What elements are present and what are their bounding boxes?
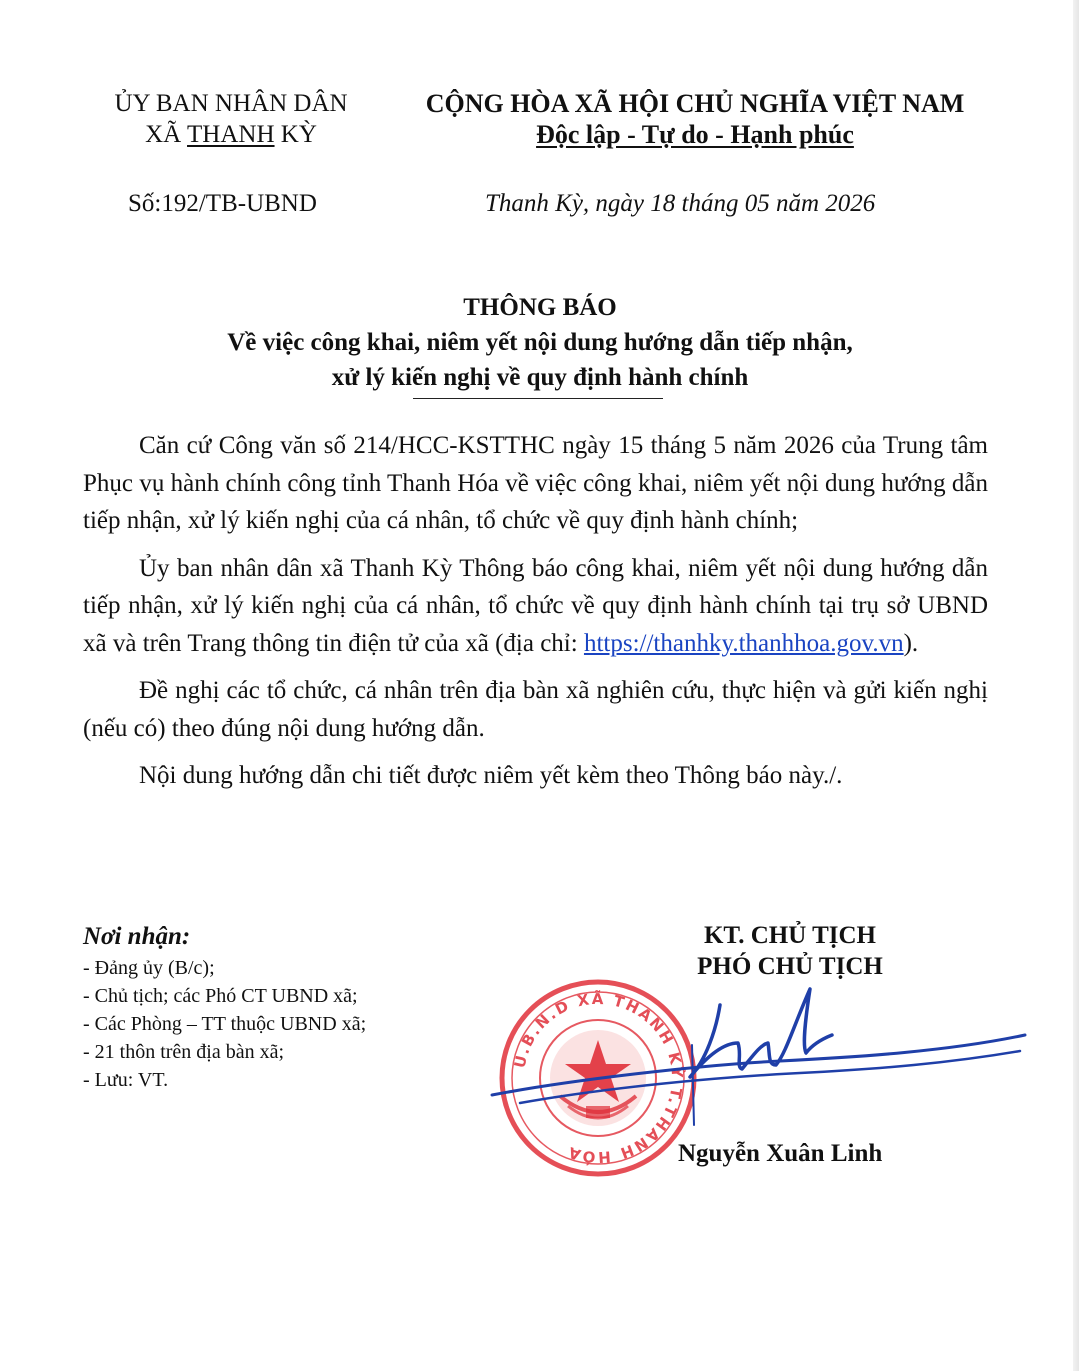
recipients-title: Nơi nhận: xyxy=(83,923,191,950)
issuing-authority xyxy=(86,88,376,150)
document-number: Số:192/TB-UBND xyxy=(128,190,317,217)
recipient-item: - Đảng ủy (B/c); xyxy=(83,957,215,979)
national-motto: Độc lập - Tự do - Hạnh phúc xyxy=(536,120,854,149)
document-body xyxy=(83,427,988,805)
national-heading xyxy=(400,88,990,150)
recipients-block xyxy=(83,920,503,1094)
authority-underlined-word: THANH xyxy=(187,121,275,148)
signature-titles xyxy=(650,920,930,982)
signer-role-line-1: KT. CHỦ TỊCH xyxy=(703,922,877,949)
recipient-item: - 21 thôn trên địa bàn xã; xyxy=(83,1041,285,1063)
recipient-item: - Chủ tịch; các Phó CT UBND xã; xyxy=(83,985,358,1007)
recipient-item: - Lưu: VT. xyxy=(83,1069,169,1091)
authority-line-1: ỦY BAN NHÂN DÂN xyxy=(114,90,348,117)
website-link[interactable]: https://thanhky.thanhhoa.gov.vn xyxy=(583,629,904,657)
document-title: THÔNG BÁO xyxy=(463,294,617,321)
body-paragraph-legal-basis: Căn cứ Công văn số 214/HCC-KSTTHC ngày 15 tháng 5 năm 2026 của Trung tâm Phục vụ hành chính công tỉnh Thanh Hóa về việc công khai, niêm yết nội dung hướng dẫn tiếp nhận, xử lý kiến nghị của cá nhân, tổ chức về quy định hành chính; xyxy=(83,432,988,534)
document-subject-line-1: Về việc công khai, niêm yết nội dung hướng dẫn tiếp nhận, xyxy=(227,329,853,356)
title-underline-rule xyxy=(413,398,663,399)
body-paragraph-request: Đề nghị các tổ chức, cá nhân trên địa bàn xã nghiên cứu, thực hiện và gửi kiến nghị (nếu có) theo đúng nội dung hướng dẫn. xyxy=(83,677,988,742)
signer-name: Nguyễn Xuân Linh xyxy=(678,1140,883,1167)
nation-name: CỘNG HÒA XÃ HỘI CHỦ NGHĨA VIỆT NAM xyxy=(425,89,965,118)
document-title-block xyxy=(100,290,980,395)
page-edge-shadow xyxy=(1073,0,1079,1371)
handwritten-signature xyxy=(480,985,1040,1135)
body-paragraph-announcement: Ủy ban nhân dân xã Thanh Kỳ Thông báo công khai, niêm yết nội dung hướng dẫn tiếp nhận, xử lý kiến nghị của cá nhân, tổ chức về quy định hành chính tại trụ sở UBND xã và trên Trang thông tin điện tử của xã (địa chỉ: https://thanhky.thanhhoa.gov.vn). xyxy=(83,554,988,657)
recipient-item: - Các Phòng – TT thuộc UBND xã; xyxy=(83,1013,367,1035)
document-subject-line-2: xử lý kiến nghị về quy định hành chính xyxy=(331,364,749,391)
issue-date: Thanh Kỳ, ngày 18 tháng 05 năm 2026 xyxy=(485,190,876,217)
body-paragraph-attachment-note: Nội dung hướng dẫn chi tiết được niêm yết kèm theo Thông báo này./. xyxy=(139,762,843,789)
signer-role-line-2: PHÓ CHỦ TỊCH xyxy=(697,953,883,980)
seal-ring-text: U.B.N.D XÃ THANH KỲ T.THANH HÓA xyxy=(510,989,687,1167)
authority-line-2: XÃ THANH KỲ xyxy=(145,121,317,148)
